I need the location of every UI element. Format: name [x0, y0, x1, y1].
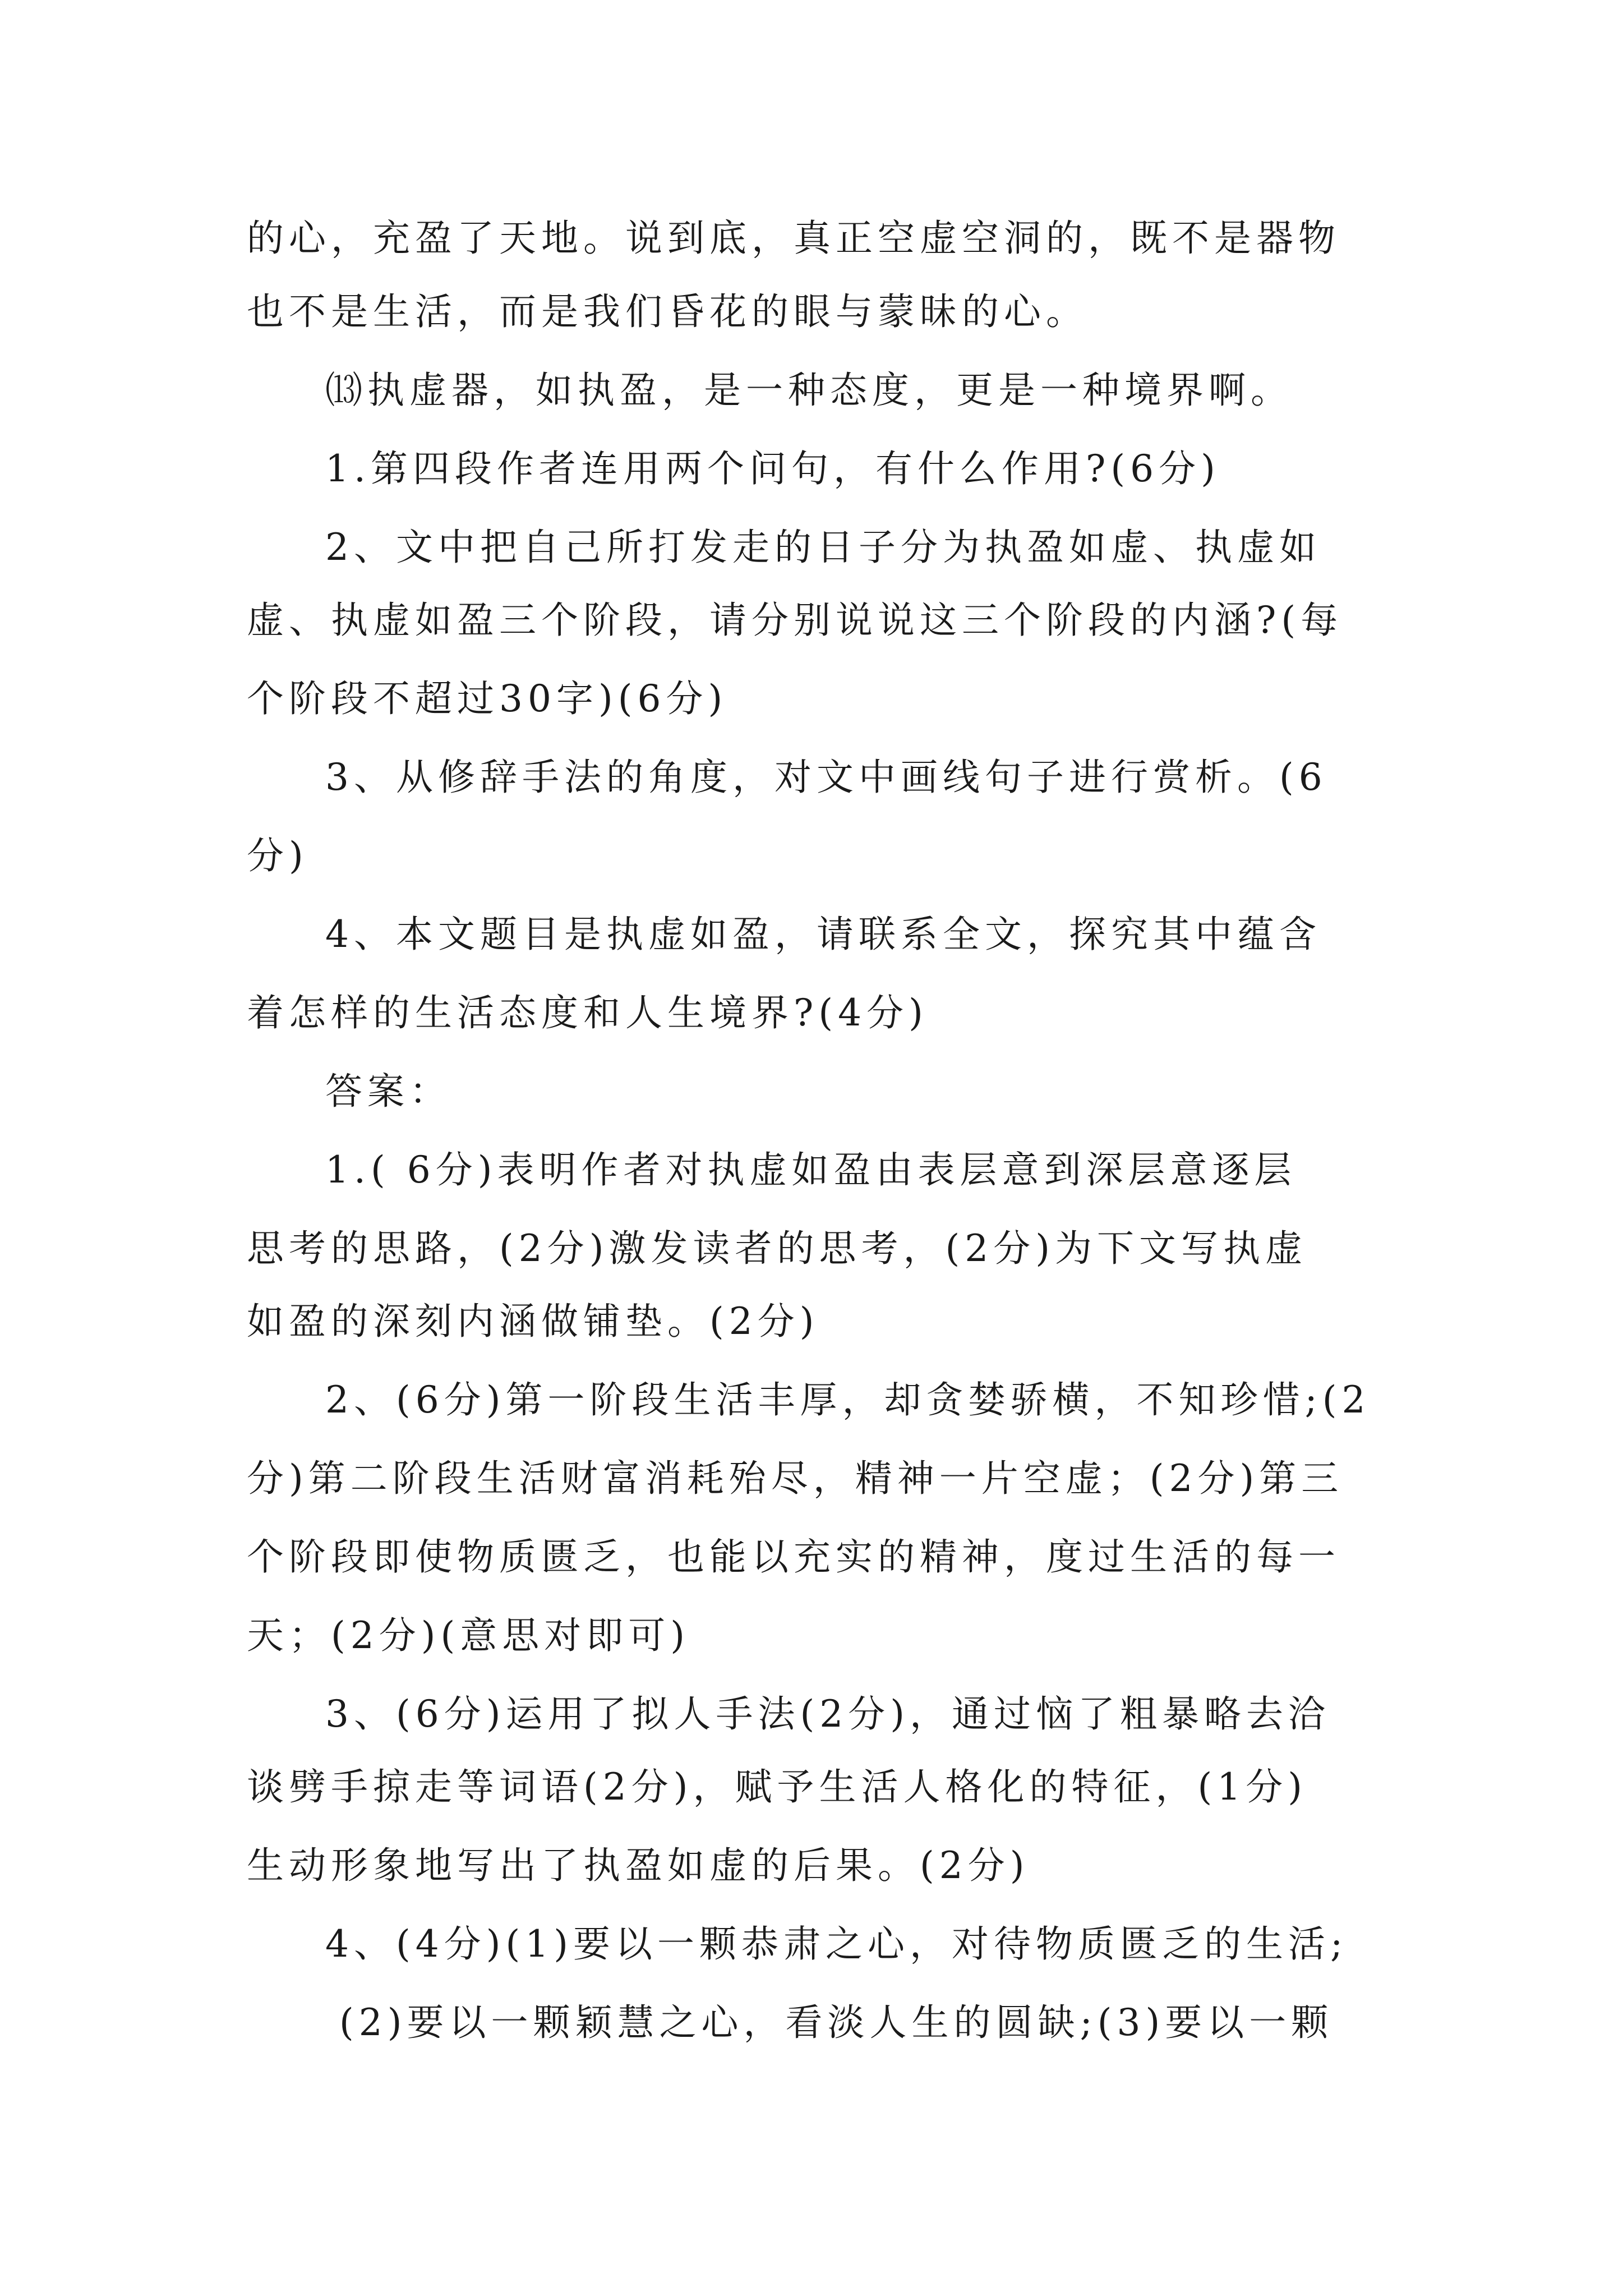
text-line: 谈劈手掠走等词语(2分)，赋予生活人格化的特征，(1分): [247, 1765, 1307, 1809]
answer-1: 1.( 6分)表明作者对执虚如盈由表层意到深层意逐层: [325, 1148, 1297, 1191]
text-line: 虚、执虚如盈三个阶段，请分别说说这三个阶段的内涵?(每: [247, 599, 1343, 642]
answer-heading: 答案：: [325, 1070, 451, 1113]
text-line: ⒀执虚器，如执盈，是一种态度，更是一种境界啊。: [325, 369, 1293, 412]
answer-3: 3、(6分)运用了拟人手法(2分)，通过恼了粗暴略去洽: [325, 1692, 1330, 1736]
text-line: 天；(2分)(意思对即可): [247, 1614, 690, 1657]
text-line: 如盈的深刻内涵做铺垫。(2分): [247, 1300, 819, 1343]
text-line: 分)第二阶段生活财富消耗殆尽，精神一片空虚；(2分)第三: [247, 1457, 1344, 1500]
question-4: 4、本文题目是执虚如盈，请联系全文，探究其中蕴含: [325, 913, 1321, 956]
question-1: 1.第四段作者连用两个问句，有什么作用?(6分): [325, 447, 1220, 490]
text-line: 个阶段不超过30字)(6分): [247, 677, 728, 720]
text-line: (2)要以一颗颖慧之心，看淡人生的圆缺;(3)要以一颗: [339, 2001, 1334, 2044]
text-line: 着怎样的生活态度和人生境界?(4分): [247, 991, 928, 1034]
question-3: 3、从修辞手法的角度，对文中画线句子进行赏析。(6: [325, 756, 1327, 799]
text-line: 分): [247, 834, 308, 877]
answer-2: 2、(6分)第一阶段生活丰厚，却贪婪骄横，不知珍惜;(2: [325, 1378, 1371, 1421]
text-line: 也不是生活，而是我们昏花的眼与蒙昧的心。: [247, 290, 1088, 333]
text-line: 生动形象地写出了执盈如虚的后果。(2分): [247, 1844, 1030, 1887]
text-line: 个阶段即使物质匮乏，也能以充实的精神，度过生活的每一: [247, 1535, 1340, 1579]
text-line: 的心，充盈了天地。说到底，真正空虚空洞的，既不是器物: [247, 217, 1340, 260]
answer-4: 4、(4分)(1)要以一颗恭肃之心，对待物质匮乏的生活;: [325, 1922, 1348, 1966]
question-2: 2、文中把自己所打发走的日子分为执盈如虚、执虚如: [325, 526, 1321, 569]
text-line: 思考的思路，(2分)激发读者的思考，(2分)为下文写执虚: [247, 1227, 1307, 1270]
